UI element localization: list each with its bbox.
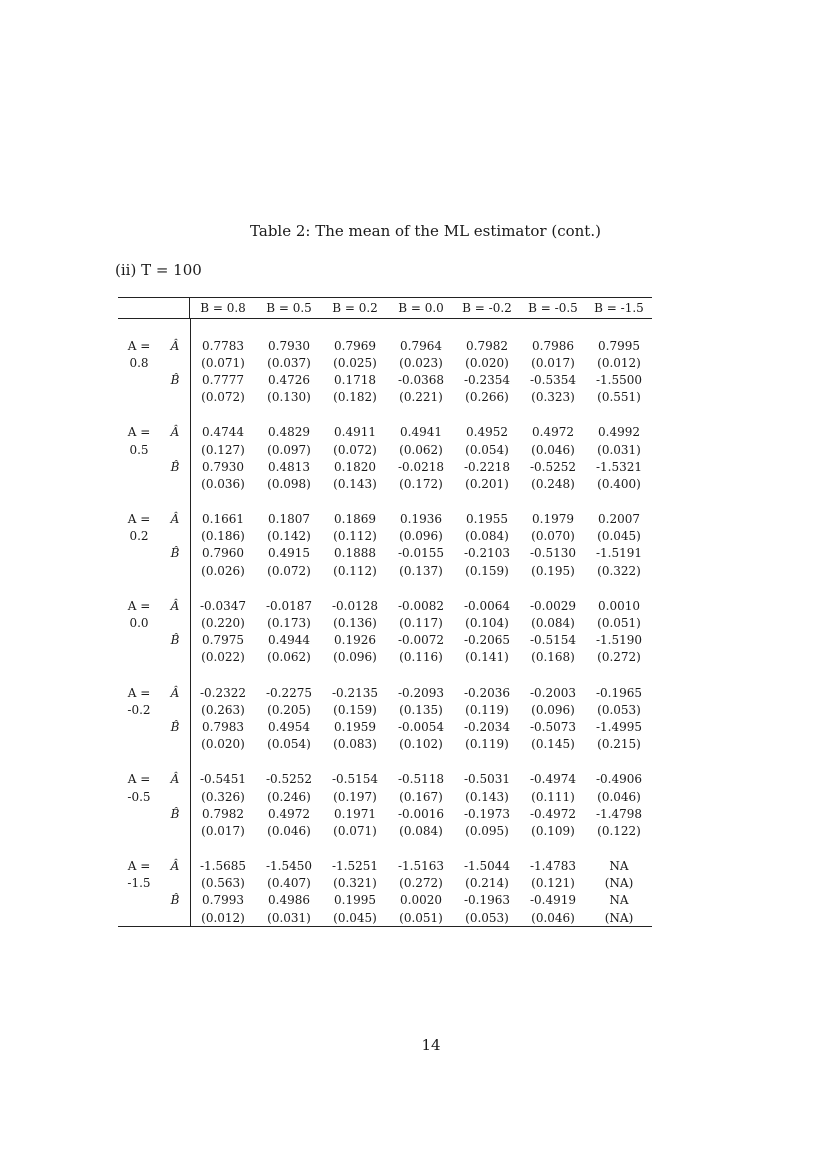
table-cell: (0.563) [201, 876, 245, 891]
table-cell: (0.167) [399, 789, 443, 804]
table-cell: -1.5190 [595, 633, 643, 648]
table-cell: -0.0368 [397, 372, 445, 387]
table-cell: (0.023) [399, 355, 443, 370]
table-cell: -0.0054 [397, 719, 445, 734]
table-cell: -0.0218 [397, 459, 445, 474]
column-header: B = -0.2 [462, 301, 512, 315]
table-cell: 0.7982 [202, 806, 244, 821]
table-cell: (0.111) [531, 789, 575, 804]
table-cell: (0.083) [333, 737, 377, 752]
table-cell: -1.4995 [595, 719, 643, 734]
a-label: A = [127, 338, 151, 353]
table-cell: (0.045) [333, 910, 377, 925]
table-cell: (0.017) [201, 823, 245, 838]
estimator-label [160, 736, 190, 753]
header-blank-est [160, 298, 190, 318]
table-cell: 0.1718 [334, 372, 376, 387]
table-cell: (0.098) [267, 476, 311, 491]
table-cell: (0.326) [201, 789, 245, 804]
table-row [118, 892, 652, 909]
table-cell: (0.031) [597, 442, 641, 457]
table-cell: -1.5500 [595, 372, 643, 387]
estimator-label: B̂ [170, 806, 180, 821]
estimator-label [160, 614, 190, 631]
table-cell: 0.4941 [400, 425, 442, 440]
table-cell: (0.017) [531, 355, 575, 370]
table-cell: (0.172) [399, 476, 443, 491]
estimator-label: Â [170, 425, 180, 440]
table-cell: (0.054) [267, 737, 311, 752]
table-cell: -0.5354 [529, 372, 577, 387]
a-value-block [118, 753, 652, 840]
estimator-label: B̂ [170, 719, 180, 734]
table-cell: -0.2003 [529, 685, 577, 700]
estimator-label: B̂ [170, 546, 180, 561]
table-cell: (0.104) [465, 616, 509, 631]
table-cell: (0.400) [597, 476, 641, 491]
a-value-block [118, 666, 652, 753]
table-row [118, 858, 652, 875]
table-cell: -0.4906 [595, 772, 643, 787]
table-cell: 0.4954 [268, 719, 310, 734]
table-cell: (0.071) [201, 355, 245, 370]
table-row [118, 562, 652, 579]
table-cell: (0.119) [465, 737, 509, 752]
estimator-label: Â [170, 512, 180, 527]
a-value-block [118, 319, 652, 406]
estimator-label: Â [170, 772, 180, 787]
table-cell: 0.4972 [268, 806, 310, 821]
table-cell: -0.0187 [265, 598, 313, 613]
table-body [118, 319, 652, 926]
table-cell: (0.186) [201, 529, 245, 544]
table-cell: 0.4992 [598, 425, 640, 440]
table-cell: (0.051) [597, 616, 641, 631]
table-row [118, 458, 652, 475]
table-cell: (0.143) [465, 789, 509, 804]
table-cell: (0.051) [399, 910, 443, 925]
page-number: 14 [421, 1036, 441, 1054]
table-cell: -0.2218 [463, 459, 511, 474]
table-cell: (0.072) [201, 390, 245, 405]
table-cell: 0.1888 [334, 546, 376, 561]
table-cell: -1.4783 [529, 859, 577, 874]
estimator-label [160, 822, 190, 839]
table-cell: (0.020) [201, 737, 245, 752]
table-row [118, 545, 652, 562]
table-cell: -0.0082 [397, 598, 445, 613]
estimator-label [160, 475, 190, 492]
table-cell: 0.7964 [400, 338, 442, 353]
table-cell: (0.221) [399, 390, 443, 405]
table-cell: -0.1965 [595, 685, 643, 700]
table-cell: (0.135) [399, 702, 443, 717]
table-cell: 0.7960 [202, 546, 244, 561]
a-label: A = [127, 685, 151, 700]
table-cell: (0.248) [531, 476, 575, 491]
table-cell: 0.7777 [202, 372, 244, 387]
estimator-label: Â [170, 598, 180, 613]
table-cell: 0.1926 [334, 633, 376, 648]
estimator-label [160, 441, 190, 458]
table-row [118, 371, 652, 388]
table-cell: (0.045) [597, 529, 641, 544]
table-row [118, 475, 652, 492]
table-cell: (0.096) [333, 650, 377, 665]
table-cell: 0.7986 [532, 338, 574, 353]
table-row [118, 684, 652, 701]
table-cell: (0.323) [531, 390, 575, 405]
table-cell: -1.5163 [397, 859, 445, 874]
table-cell: 0.7993 [202, 893, 244, 908]
table-cell: (0.054) [465, 442, 509, 457]
table-cell: (0.127) [201, 442, 245, 457]
column-header: B = -1.5 [594, 301, 644, 315]
table-cell: (0.322) [597, 563, 641, 578]
estimator-label [160, 528, 190, 545]
table-cell: -1.5191 [595, 546, 643, 561]
estimator-label: Â [170, 685, 180, 700]
table-cell: (0.012) [597, 355, 641, 370]
table-cell: (0.321) [333, 876, 377, 891]
a-label: A = [127, 772, 151, 787]
table-row [118, 788, 652, 805]
a-value-block [118, 579, 652, 666]
table-cell: 0.1869 [334, 512, 376, 527]
table-cell: 0.1661 [202, 512, 244, 527]
table-cell: (0.551) [597, 390, 641, 405]
table-cell: (0.220) [201, 616, 245, 631]
estimator-label: B̂ [170, 633, 180, 648]
table-row [118, 701, 652, 718]
table-cell: -1.5450 [265, 859, 313, 874]
table-cell: 0.4986 [268, 893, 310, 908]
table-cell: (0.036) [201, 476, 245, 491]
table-cell: NA [609, 893, 629, 908]
estimator-label: Â [170, 338, 180, 353]
table-cell: (0.197) [333, 789, 377, 804]
table-cell: -0.4919 [529, 893, 577, 908]
table-cell: -0.5073 [529, 719, 577, 734]
table-cell: (0.012) [201, 910, 245, 925]
a-label: 0.5 [129, 442, 149, 457]
column-header: B = 0.0 [398, 301, 444, 315]
results-table [118, 297, 652, 927]
table-cell: -0.0072 [397, 633, 445, 648]
table-cell: (0.205) [267, 702, 311, 717]
table-cell: 0.4911 [334, 425, 376, 440]
table-cell: 0.4972 [532, 425, 574, 440]
table-cell: 0.1979 [532, 512, 574, 527]
a-label: 0.8 [129, 355, 149, 370]
table-cell: 0.2007 [598, 512, 640, 527]
table-cell: 0.4952 [466, 425, 508, 440]
table-header-row [118, 298, 652, 318]
table-cell: (0.122) [597, 823, 641, 838]
a-label: A = [127, 512, 151, 527]
a-label: 0.0 [129, 616, 149, 631]
table-cell: (0.201) [465, 476, 509, 491]
table-cell: (0.168) [531, 650, 575, 665]
table-cell: -0.2275 [265, 685, 313, 700]
table-cell: -1.5044 [463, 859, 511, 874]
table-cell: -0.2354 [463, 372, 511, 387]
estimator-column-rule [190, 319, 191, 926]
estimator-label [160, 562, 190, 579]
table-cell: (0.246) [267, 789, 311, 804]
table-cell: 0.0010 [598, 598, 640, 613]
column-header: B = 0.5 [266, 301, 312, 315]
table-row [118, 805, 652, 822]
table-cell: -0.2135 [331, 685, 379, 700]
table-cell: -0.0016 [397, 806, 445, 821]
table-cell: (0.121) [531, 876, 575, 891]
table-cell: 0.4726 [268, 372, 310, 387]
table-cell: (0.215) [597, 737, 641, 752]
a-value-block [118, 493, 652, 580]
table-cell: -0.4974 [529, 772, 577, 787]
table-cell: -0.0029 [529, 598, 577, 613]
table-cell: (0.407) [267, 876, 311, 891]
a-label: A = [127, 859, 151, 874]
table-cell: -0.2103 [463, 546, 511, 561]
table-cell: (NA) [604, 876, 634, 891]
table-cell: -0.5031 [463, 772, 511, 787]
table-cell: -0.5252 [265, 772, 313, 787]
section-subheading: (ii) T = 100 [115, 261, 202, 279]
table-row [118, 632, 652, 649]
a-label: A = [127, 598, 151, 613]
table-cell: (0.071) [333, 823, 377, 838]
table-cell: (0.214) [465, 876, 509, 891]
table-cell: (0.263) [201, 702, 245, 717]
table-cell: (0.173) [267, 616, 311, 631]
estimator-label: B̂ [170, 372, 180, 387]
estimator-label [160, 354, 190, 371]
a-label: -0.2 [127, 702, 151, 717]
table-cell: (0.182) [333, 390, 377, 405]
estimator-label [160, 389, 190, 406]
table-cell: 0.4813 [268, 459, 310, 474]
table-cell: -0.2034 [463, 719, 511, 734]
table-cell: (0.062) [267, 650, 311, 665]
table-cell: 0.1959 [334, 719, 376, 734]
table-cell: 0.1936 [400, 512, 442, 527]
table-row [118, 389, 652, 406]
table-cell: (0.084) [465, 529, 509, 544]
table-cell: 0.7975 [202, 633, 244, 648]
table-cell: (0.046) [531, 442, 575, 457]
table-cell: (0.266) [465, 390, 509, 405]
table-cell: (0.022) [201, 650, 245, 665]
table-cell: 0.7983 [202, 719, 244, 734]
a-value-block [118, 406, 652, 493]
table-cell: (0.145) [531, 737, 575, 752]
table-caption: Table 2: The mean of the ML estimator (cont.) [250, 222, 601, 240]
table-cell: (0.046) [531, 910, 575, 925]
table-row [118, 424, 652, 441]
table-cell: -0.5154 [529, 633, 577, 648]
table-cell: -0.1973 [463, 806, 511, 821]
table-cell: (0.102) [399, 737, 443, 752]
table-cell: (0.272) [399, 876, 443, 891]
table-cell: (0.159) [333, 702, 377, 717]
a-value-block [118, 840, 652, 927]
table-cell: -0.5252 [529, 459, 577, 474]
table-cell: (0.031) [267, 910, 311, 925]
table-cell: (0.112) [333, 563, 377, 578]
table-cell: -1.5685 [199, 859, 247, 874]
table-row [118, 354, 652, 371]
estimator-label [160, 875, 190, 892]
table-cell: (0.141) [465, 650, 509, 665]
table-cell: -0.2036 [463, 685, 511, 700]
table-cell: 0.7995 [598, 338, 640, 353]
table-cell: 0.7969 [334, 338, 376, 353]
table-cell: (0.072) [333, 442, 377, 457]
estimator-label: B̂ [170, 459, 180, 474]
table-row [118, 909, 652, 926]
table-cell: 0.4915 [268, 546, 310, 561]
table-cell: (0.195) [531, 563, 575, 578]
table-row [118, 337, 652, 354]
table-row [118, 771, 652, 788]
a-label: 0.2 [129, 529, 149, 544]
table-row [118, 822, 652, 839]
table-cell: (NA) [604, 910, 634, 925]
column-header: B = 0.8 [200, 301, 246, 315]
table-cell: (0.096) [399, 529, 443, 544]
table-bottom-rule [118, 926, 652, 927]
table-cell: 0.1971 [334, 806, 376, 821]
table-cell: (0.084) [399, 823, 443, 838]
a-label: A = [127, 425, 151, 440]
table-cell: -0.0155 [397, 546, 445, 561]
table-cell: -0.5154 [331, 772, 379, 787]
table-cell: 0.1820 [334, 459, 376, 474]
table-cell: 0.1807 [268, 512, 310, 527]
table-cell: (0.037) [267, 355, 311, 370]
table-row [118, 528, 652, 545]
table-cell: 0.7982 [466, 338, 508, 353]
table-cell: (0.025) [333, 355, 377, 370]
estimator-label: Â [170, 859, 180, 874]
table-cell: (0.026) [201, 563, 245, 578]
table-cell: -0.5118 [397, 772, 445, 787]
table-cell: (0.136) [333, 616, 377, 631]
table-cell: 0.1955 [466, 512, 508, 527]
table-cell: -0.5451 [199, 772, 247, 787]
table-row [118, 875, 652, 892]
table-cell: (0.070) [531, 529, 575, 544]
table-cell: (0.053) [597, 702, 641, 717]
a-label: -1.5 [127, 876, 151, 891]
table-cell: 0.7930 [202, 459, 244, 474]
table-cell: -0.5130 [529, 546, 577, 561]
table-cell: 0.0020 [400, 893, 442, 908]
table-cell: (0.046) [597, 789, 641, 804]
table-row [118, 441, 652, 458]
estimator-label [160, 788, 190, 805]
table-cell: -1.5251 [331, 859, 379, 874]
table-row [118, 614, 652, 631]
table-cell: (0.062) [399, 442, 443, 457]
estimator-label [160, 649, 190, 666]
table-row [118, 649, 652, 666]
table-cell: (0.142) [267, 529, 311, 544]
table-cell: (0.112) [333, 529, 377, 544]
estimator-label [160, 909, 190, 926]
table-cell: -0.2065 [463, 633, 511, 648]
table-cell: (0.159) [465, 563, 509, 578]
table-cell: (0.116) [399, 650, 443, 665]
table-cell: 0.4829 [268, 425, 310, 440]
table-cell: -0.2322 [199, 685, 247, 700]
table-cell: 0.1995 [334, 893, 376, 908]
table-cell: (0.046) [267, 823, 311, 838]
table-row [118, 736, 652, 753]
table-cell: 0.7783 [202, 338, 244, 353]
table-cell: (0.119) [465, 702, 509, 717]
table-cell: -0.2093 [397, 685, 445, 700]
table-cell: (0.084) [531, 616, 575, 631]
table-cell: -0.1963 [463, 893, 511, 908]
table-cell: (0.095) [465, 823, 509, 838]
table-cell: (0.072) [267, 563, 311, 578]
table-cell: (0.130) [267, 390, 311, 405]
column-header: B = -0.5 [528, 301, 578, 315]
table-cell: (0.143) [333, 476, 377, 491]
table-cell: -0.0347 [199, 598, 247, 613]
table-row [118, 718, 652, 735]
table-cell: (0.096) [531, 702, 575, 717]
table-cell: -1.4798 [595, 806, 643, 821]
table-row [118, 511, 652, 528]
table-cell: (0.117) [399, 616, 443, 631]
table-cell: -0.0064 [463, 598, 511, 613]
table-cell: 0.7930 [268, 338, 310, 353]
estimator-label: B̂ [170, 893, 180, 908]
estimator-label [160, 701, 190, 718]
table-cell: (0.053) [465, 910, 509, 925]
table-cell: (0.020) [465, 355, 509, 370]
table-row [118, 597, 652, 614]
table-cell: (0.137) [399, 563, 443, 578]
column-header: B = 0.2 [332, 301, 378, 315]
table-cell: -0.0128 [331, 598, 379, 613]
table-cell: -0.4972 [529, 806, 577, 821]
table-cell: (0.272) [597, 650, 641, 665]
a-label: -0.5 [127, 789, 151, 804]
table-cell: (0.109) [531, 823, 575, 838]
table-cell: 0.4944 [268, 633, 310, 648]
table-cell: -1.5321 [595, 459, 643, 474]
table-cell: (0.097) [267, 442, 311, 457]
table-cell: NA [609, 859, 629, 874]
table-cell: 0.4744 [202, 425, 244, 440]
